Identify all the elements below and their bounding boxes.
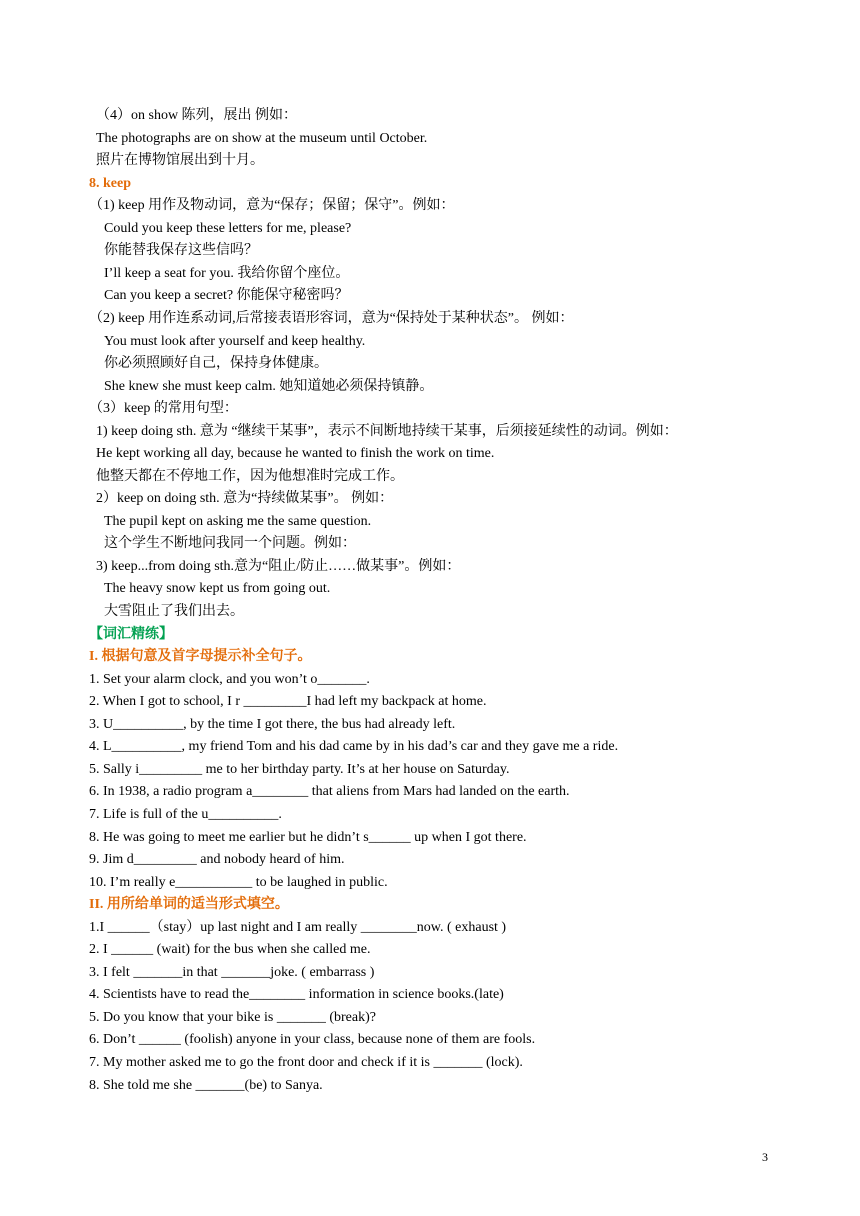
example-translation: 这个学生不断地问我同一个问题。例如： <box>104 536 356 551</box>
example-sentence: I’ll keep a seat for you. 我给你留个座位。 <box>104 266 350 281</box>
section-heading-vocab-practice: 【词汇精练】 <box>89 627 173 642</box>
example-translation: 大雪阻止了我们出去。 <box>104 604 244 619</box>
example-sentence: Could you keep these letters for me, please? <box>104 221 352 236</box>
example-sentence: You must look after yourself and keep healthy. <box>104 334 366 349</box>
exercise-item: 6. In 1938, a radio program a________ that aliens from Mars had landed on the earth. <box>89 784 570 799</box>
example-sentence: Can you keep a secret? 你能保守秘密吗？ <box>104 288 349 303</box>
exercise-item: 3. I felt _______in that _______joke. ( embarrass ) <box>89 965 375 980</box>
exercise-item: 7. My mother asked me to go the front door and check if it is _______ (lock). <box>89 1055 523 1070</box>
usage-heading: （2) keep 用作连系动词,后常接表语形容词，意为“保持处于某种状态”。 例如： <box>89 311 574 326</box>
example-sentence: She knew she must keep calm. 她知道她必须保持镇静。 <box>104 379 434 394</box>
pattern-item: 1) keep doing sth. 意为 “继续干某事”，表示不间断地持续干某事，后须接延续性的动词。例如： <box>96 424 678 439</box>
example-sentence: The photographs are on show at the museum until October. <box>96 131 428 146</box>
example-sentence: He kept working all day, because he wanted to finish the work on time. <box>96 446 495 461</box>
exercise-item: 1. Set your alarm clock, and you won’t o_______. <box>89 672 370 687</box>
exercise-item: 1.I ______（stay）up last night and I am really ________now. ( exhaust ) <box>89 920 507 935</box>
exercise-item: 9. Jim d_________ and nobody heard of him. <box>89 852 345 867</box>
exercise-item: 7. Life is full of the u__________. <box>89 807 282 822</box>
example-translation: 他整天都在不停地工作，因为他想准时完成工作。 <box>96 469 404 484</box>
example-translation: 你能替我保存这些信吗？ <box>104 243 258 258</box>
exercise-item: 3. U__________, by the time I got there, the bus had already left. <box>89 717 456 732</box>
exercise-item: 4. L__________, my friend Tom and his dad came by in his dad’s car and they gave me a ride. <box>89 739 619 754</box>
usage-heading: （3）keep 的常用句型： <box>89 401 238 416</box>
exercise-heading-1: I. 根据句意及首字母提示补全句子。 <box>89 649 312 664</box>
usage-heading: （1) keep 用作及物动词，意为“保存；保留；保守”。例如： <box>89 198 455 213</box>
example-translation: 你必须照顾好自己，保持身体健康。 <box>104 356 328 371</box>
pattern-item: 3) keep...from doing sth.意为“阻止/防止……做某事”。例如： <box>96 559 461 574</box>
example-sentence: The heavy snow kept us from going out. <box>104 581 331 596</box>
example-sentence: The pupil kept on asking me the same question. <box>104 514 372 529</box>
page-number: 3 <box>762 1150 768 1164</box>
exercise-item: 5. Sally i_________ me to her birthday party. It’s at her house on Saturday. <box>89 762 510 777</box>
exercise-item: 8. She told me she _______(be) to Sanya. <box>89 1078 323 1093</box>
exercise-heading-2: II. 用所给单词的适当形式填空。 <box>89 897 289 912</box>
exercise-item: 4. Scientists have to read the________ information in science books.(late) <box>89 987 504 1002</box>
exercise-item: 6. Don’t ______ (foolish) anyone in your class, because none of them are fools. <box>89 1032 536 1047</box>
exercise-item: 8. He was going to meet me earlier but he didn’t s______ up when I got there. <box>89 830 527 845</box>
section-heading-keep: 8. keep <box>89 176 131 191</box>
exercise-item: 10. I’m really e___________ to be laughed in public. <box>89 875 388 890</box>
example-translation: 照片在博物馆展出到十月。 <box>96 153 264 168</box>
on-show-heading: （4）on show 陈列，展出 例如： <box>96 108 298 123</box>
exercise-item: 2. I ______ (wait) for the bus when she called me. <box>89 942 371 957</box>
pattern-item: 2）keep on doing sth. 意为“持续做某事”。 例如： <box>96 491 394 506</box>
exercise-item: 2. When I got to school, I r _________I had left my backpack at home. <box>89 694 487 709</box>
exercise-item: 5. Do you know that your bike is _______ (break)? <box>89 1010 376 1025</box>
